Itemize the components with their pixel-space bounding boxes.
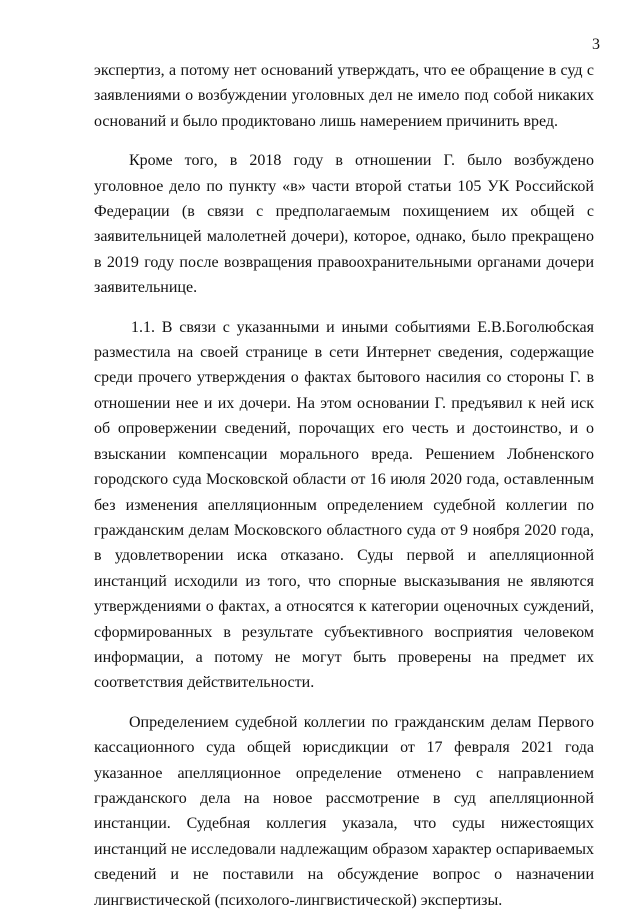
- page-number: 3: [592, 36, 600, 53]
- paragraph-section-1-1: 1.1. В связи с указанными и иными событиями Е.В.Боголюбская разместила на своей странице в сети Интернет сведения, содержащие среди прочего утверждения о фактах бытового насилия со стороны Г. в отношении нее и их дочери. На этом основании Г. предъявил к ней иск об опровержении сведений, порочащих его честь и достоинство, и о взыскании компенсации морального вреда. Решением Лобненского городского суда Московской области от 16 июля 2020 года, оставленным без изменения апелляционным определением судебной коллегии по гражданским делам Московского областного суда от 9 ноября 2020 года, в удовлетворении иска отказано. Суды первой и апелляционной инстанций исходили из того, что спорные высказывания не являются утверждениями о фактах, а относятся к категории оценочных суждений, сформированных в результате субъективного восприятия человеком информации, а потому не могут быть проверены на предмет их соответствия действительности.: [94, 318, 594, 692]
- paragraph-criminal-case: Кроме того, в 2018 году в отношении Г. было возбуждено уголовное дело по пункту «в» части второй статьи 105 УК Российской Федерации (в связи с предполагаемым похищением их общей с заявительницей малолетней дочери), которое, однако, было прекращено в 2019 году после возвращения правоохранительными органами дочери заявительнице.: [94, 152, 594, 297]
- document-body: [94, 58, 594, 913]
- paragraph-continuation: экспертиз, а потому нет оснований утверждать, что ее обращение в суд с заявлениями о возбуждении уголовных дел не имело под собой никаких оснований и было продиктовано лишь намерением причинить вред.: [94, 62, 594, 130]
- paragraph-cassation-ruling: Определением судебной коллегии по гражданским делам Первого кассационного суда общей юрисдикции от 17 февраля 2021 года указанное апелляционное определение отменено с направлением гражданского дела на новое рассмотрение в суд апелляционной инстанции. Судебная коллегия указала, что суды нижестоящих инстанций не исследовали надлежащим образом характер оспариваемых сведений и не поставили на обсуждение вопрос о назначении лингвистической (психолого-лингвистической) экспертизы.: [94, 713, 594, 909]
